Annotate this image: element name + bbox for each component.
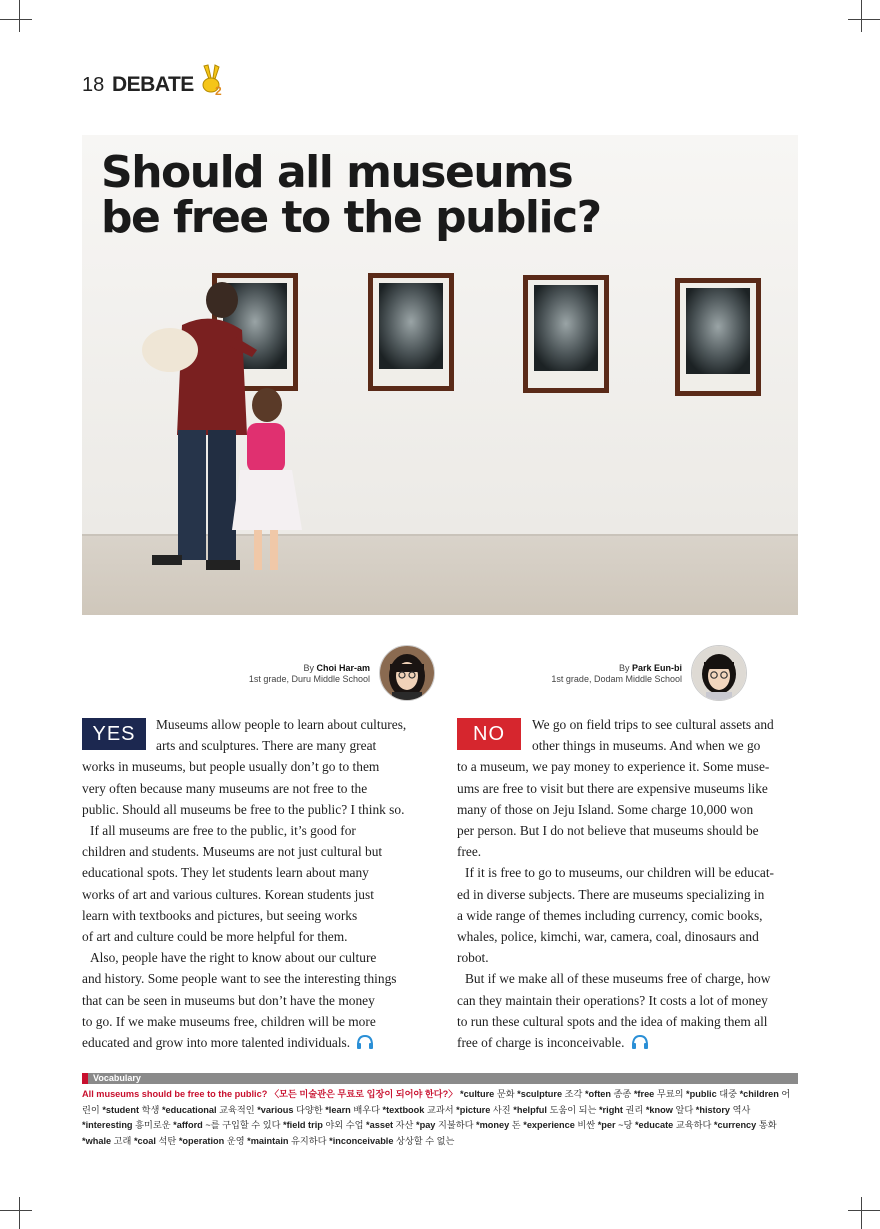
no-byline xyxy=(530,663,682,685)
vocab-term: *free xyxy=(633,1089,655,1099)
vocabulary-label: Vocabulary xyxy=(93,1073,141,1083)
text-line xyxy=(457,1032,787,1053)
vocab-meaning: 사진 xyxy=(490,1104,511,1115)
text-line: Also, people have the right to know about our culture xyxy=(90,950,377,966)
avatar xyxy=(379,645,435,701)
vocab-term: *often xyxy=(584,1089,611,1099)
vocab-entry xyxy=(515,1089,583,1099)
vocab-meaning: 석탄 xyxy=(155,1135,177,1146)
vocab-entry xyxy=(595,1120,632,1130)
text-line: other things in museums. And when we go xyxy=(532,738,761,754)
vocab-term: *pay xyxy=(416,1120,436,1130)
text-line: free. xyxy=(457,844,482,860)
vocab-meaning: 조각 xyxy=(562,1089,583,1099)
vocab-term: *asset xyxy=(366,1120,394,1130)
vocab-term: *sculpture xyxy=(517,1089,563,1099)
vocab-meaning: 운영 xyxy=(224,1135,245,1146)
framed-portrait xyxy=(368,273,454,391)
framed-portrait xyxy=(675,278,761,396)
crop-mark xyxy=(0,1210,32,1211)
vocab-meaning: 통화 xyxy=(756,1120,777,1130)
text-line: works of art and various cultures. Korean students just xyxy=(82,886,374,902)
vocab-meaning: 교육하다 xyxy=(673,1120,712,1130)
byline-prefix: By xyxy=(618,663,630,673)
vocab-meaning: 권리 xyxy=(622,1104,644,1115)
vocab-term: *per xyxy=(597,1120,616,1130)
text-line: per person. But I do not believe that museums should be xyxy=(457,823,759,839)
svg-text:2: 2 xyxy=(215,84,222,98)
text-line: can they maintain their operations? It costs a lot of money xyxy=(457,992,768,1008)
vocab-meaning: 다양한 xyxy=(293,1104,323,1115)
title-line: Should all museums xyxy=(101,147,573,198)
crop-mark xyxy=(848,19,880,20)
vocab-term: *currency xyxy=(713,1120,757,1130)
vocab-entry xyxy=(413,1120,473,1130)
vocab-entry xyxy=(596,1105,643,1115)
vocab-entry xyxy=(245,1136,327,1146)
victory-hand-logo-icon xyxy=(198,64,226,98)
crop-mark xyxy=(19,1197,20,1229)
vocab-entry xyxy=(711,1120,776,1130)
headphones-icon[interactable] xyxy=(631,1034,649,1050)
author-name: Park Eun-bi xyxy=(631,663,682,673)
text-line: very often because many museums are not free to the xyxy=(82,780,368,796)
vocab-meaning: 유지하다 xyxy=(288,1135,327,1146)
yes-column xyxy=(82,714,412,1053)
vocab-meaning: 야외 수업 xyxy=(322,1120,364,1130)
author-school: 1st grade, Dodam Middle School xyxy=(551,674,682,684)
text-line: to a museum, we pay money to experience it. Some muse- xyxy=(457,759,770,775)
vocab-entry xyxy=(693,1105,750,1115)
vocab-entry xyxy=(632,1120,711,1130)
vocab-meaning: 교과서 xyxy=(424,1104,454,1115)
vocab-meaning: 돈 xyxy=(509,1120,521,1130)
vocab-term: *whale xyxy=(82,1135,112,1146)
vocab-entry xyxy=(521,1120,595,1130)
vocab-meaning: 학생 xyxy=(139,1104,160,1115)
vocab-entry xyxy=(82,1120,171,1130)
vocab-entry xyxy=(363,1120,413,1130)
vocab-term: *children xyxy=(739,1089,779,1099)
byline-prefix: By xyxy=(303,663,314,673)
text-line: ed in diverse subjects. There are museums specializing in xyxy=(457,886,765,902)
vocab-entry xyxy=(454,1105,511,1115)
vocab-entry xyxy=(643,1105,693,1115)
vocab-term: *maintain xyxy=(247,1135,289,1146)
text-line: to go. If we make museums free, children will be more xyxy=(82,1013,376,1029)
vocab-entry xyxy=(631,1089,683,1099)
vocab-term: *textbook xyxy=(382,1104,425,1115)
vocab-meaning: 무료의 xyxy=(654,1089,684,1099)
title-line: be free to the public? xyxy=(101,192,601,243)
vocab-entry xyxy=(511,1105,597,1115)
crop-mark xyxy=(848,1210,880,1211)
text-line: robot. xyxy=(457,950,489,966)
vocab-term: *interesting xyxy=(82,1120,133,1130)
vocab-term: *learn xyxy=(325,1104,351,1115)
vocab-meaning: 고래 xyxy=(111,1135,132,1146)
text-line: arts and sculptures. There are many great xyxy=(156,738,377,754)
vocab-entry xyxy=(176,1136,244,1146)
vocab-term: *experience xyxy=(523,1120,575,1130)
crop-mark xyxy=(19,0,20,32)
text-line: If all museums are free to the public, it’s good for xyxy=(90,823,356,839)
vocab-term: *coal xyxy=(133,1135,156,1146)
article-title xyxy=(101,147,601,243)
vocab-entry xyxy=(100,1105,160,1115)
text-line: of art and culture could be more helpful for them. xyxy=(82,929,348,945)
vocabulary-bar xyxy=(82,1073,798,1084)
text-line: Museums allow people to learn about cultures, xyxy=(156,717,407,732)
page-number: 18 xyxy=(82,74,105,96)
vocab-term: *operation xyxy=(178,1135,225,1146)
vocab-meaning: 어린이 xyxy=(82,1089,791,1115)
text-line: whales, police, kimchi, war, camera, coal, dinosaurs and xyxy=(457,929,759,945)
no-column xyxy=(457,714,787,1053)
yes-byline xyxy=(220,663,370,685)
vocabulary-heading: All museums should be free to the public? 〈모든 미술관은 무료로 입장이 되어야 한다?〉 xyxy=(82,1089,458,1099)
vocab-entry xyxy=(473,1120,520,1130)
section-title: DEBATE xyxy=(112,73,194,96)
text-line-end: educated and grow into more talented individuals. xyxy=(82,1035,351,1051)
vocab-term: *culture xyxy=(460,1089,495,1099)
vocab-term: *history xyxy=(695,1104,731,1115)
vocab-term: *afford xyxy=(173,1120,203,1130)
crop-mark xyxy=(861,1197,862,1229)
vocab-entry xyxy=(82,1136,131,1146)
vocab-meaning: ~를 구입할 수 있다 xyxy=(202,1120,281,1130)
text-line: many of those on Jeju Island. Some charge 10,000 won xyxy=(457,801,754,817)
vocab-entry xyxy=(327,1136,455,1146)
vocab-entry xyxy=(171,1120,281,1130)
vocab-term: *helpful xyxy=(513,1104,547,1115)
text-line: We go on field trips to see cultural assets and xyxy=(532,717,774,732)
crop-mark xyxy=(0,19,32,20)
text-line: ums are free to visit but there are expensive museums like xyxy=(457,780,768,796)
text-line: to run these cultural spots and the idea of making them all xyxy=(457,1013,768,1029)
vocabulary-list xyxy=(82,1087,798,1149)
vocab-term: *money xyxy=(476,1120,510,1130)
vocab-entry xyxy=(159,1105,254,1115)
vocab-meaning: 도움이 되는 xyxy=(546,1104,597,1115)
vocab-entry xyxy=(460,1089,515,1099)
vocab-entry xyxy=(255,1105,323,1115)
vocab-entry xyxy=(280,1120,363,1130)
vocab-meaning: 종종 xyxy=(610,1089,632,1099)
vocab-meaning: 상상할 수 없는 xyxy=(393,1135,455,1146)
vocab-entry xyxy=(131,1136,176,1146)
vocab-entry xyxy=(582,1089,631,1099)
crop-mark xyxy=(861,0,862,32)
text-line: public. Should all museums be free to the public? I think so. xyxy=(82,801,405,817)
text-line: But if we make all of these museums free of charge, how xyxy=(465,971,771,987)
vocab-term: *educate xyxy=(634,1120,674,1130)
author-school: 1st grade, Duru Middle School xyxy=(248,674,370,684)
vocab-term: *know xyxy=(645,1104,673,1115)
vocab-meaning: 역사 xyxy=(730,1104,751,1115)
vocab-term: *public xyxy=(686,1089,717,1099)
vocab-term: *picture xyxy=(456,1104,491,1115)
vocab-meaning: 교육적인 xyxy=(216,1104,255,1115)
framed-portrait xyxy=(523,275,609,393)
avatar xyxy=(691,645,747,701)
no-tag: NO xyxy=(457,718,521,750)
vocab-meaning: 알다 xyxy=(672,1104,694,1115)
vocab-meaning: 자산 xyxy=(393,1120,414,1130)
vocab-term: *various xyxy=(257,1104,294,1115)
text-line-end: free of charge is inconceivable. xyxy=(457,1035,625,1051)
text-line: learn with textbooks and pictures, but seeing works xyxy=(82,907,358,923)
vocabulary-marker xyxy=(82,1073,88,1084)
text-line: children and students. Museums are not just cultural but xyxy=(82,844,383,860)
text-line: and history. Some people want to see the interesting things xyxy=(82,971,397,987)
text-line: works in museums, but people usually don’t go to them xyxy=(82,759,380,775)
vocab-meaning: 비싼 xyxy=(574,1120,596,1130)
vocab-term: *student xyxy=(102,1104,140,1115)
text-line: that can be seen in museums but don’t have the money xyxy=(82,992,375,1008)
vocab-term: *right xyxy=(598,1104,623,1115)
vocab-meaning: 지불하다 xyxy=(435,1120,474,1130)
vocab-meaning: 대중 xyxy=(716,1089,737,1099)
text-line xyxy=(82,1032,412,1053)
text-line: educational spots. They let students learn about many xyxy=(82,865,369,881)
author-name: Choi Har-am xyxy=(316,663,370,673)
vocab-meaning: ~당 xyxy=(615,1120,633,1130)
vocab-entry xyxy=(380,1105,454,1115)
text-line: a wide range of themes including currency, comic books, xyxy=(457,907,763,923)
vocab-entry xyxy=(323,1105,380,1115)
vocab-term: *inconceivable xyxy=(329,1135,394,1146)
vocab-meaning: 문화 xyxy=(494,1089,515,1099)
text-line: If it is free to go to museums, our children will be educat- xyxy=(465,865,775,881)
vocab-term: *field trip xyxy=(283,1120,323,1130)
vocab-meaning: 배우다 xyxy=(350,1104,380,1115)
yes-tag: YES xyxy=(82,718,146,750)
headphones-icon[interactable] xyxy=(356,1034,374,1050)
vocab-meaning: 흥미로운 xyxy=(132,1120,171,1130)
vocab-term: *educational xyxy=(161,1104,217,1115)
vocab-entry xyxy=(683,1089,737,1099)
